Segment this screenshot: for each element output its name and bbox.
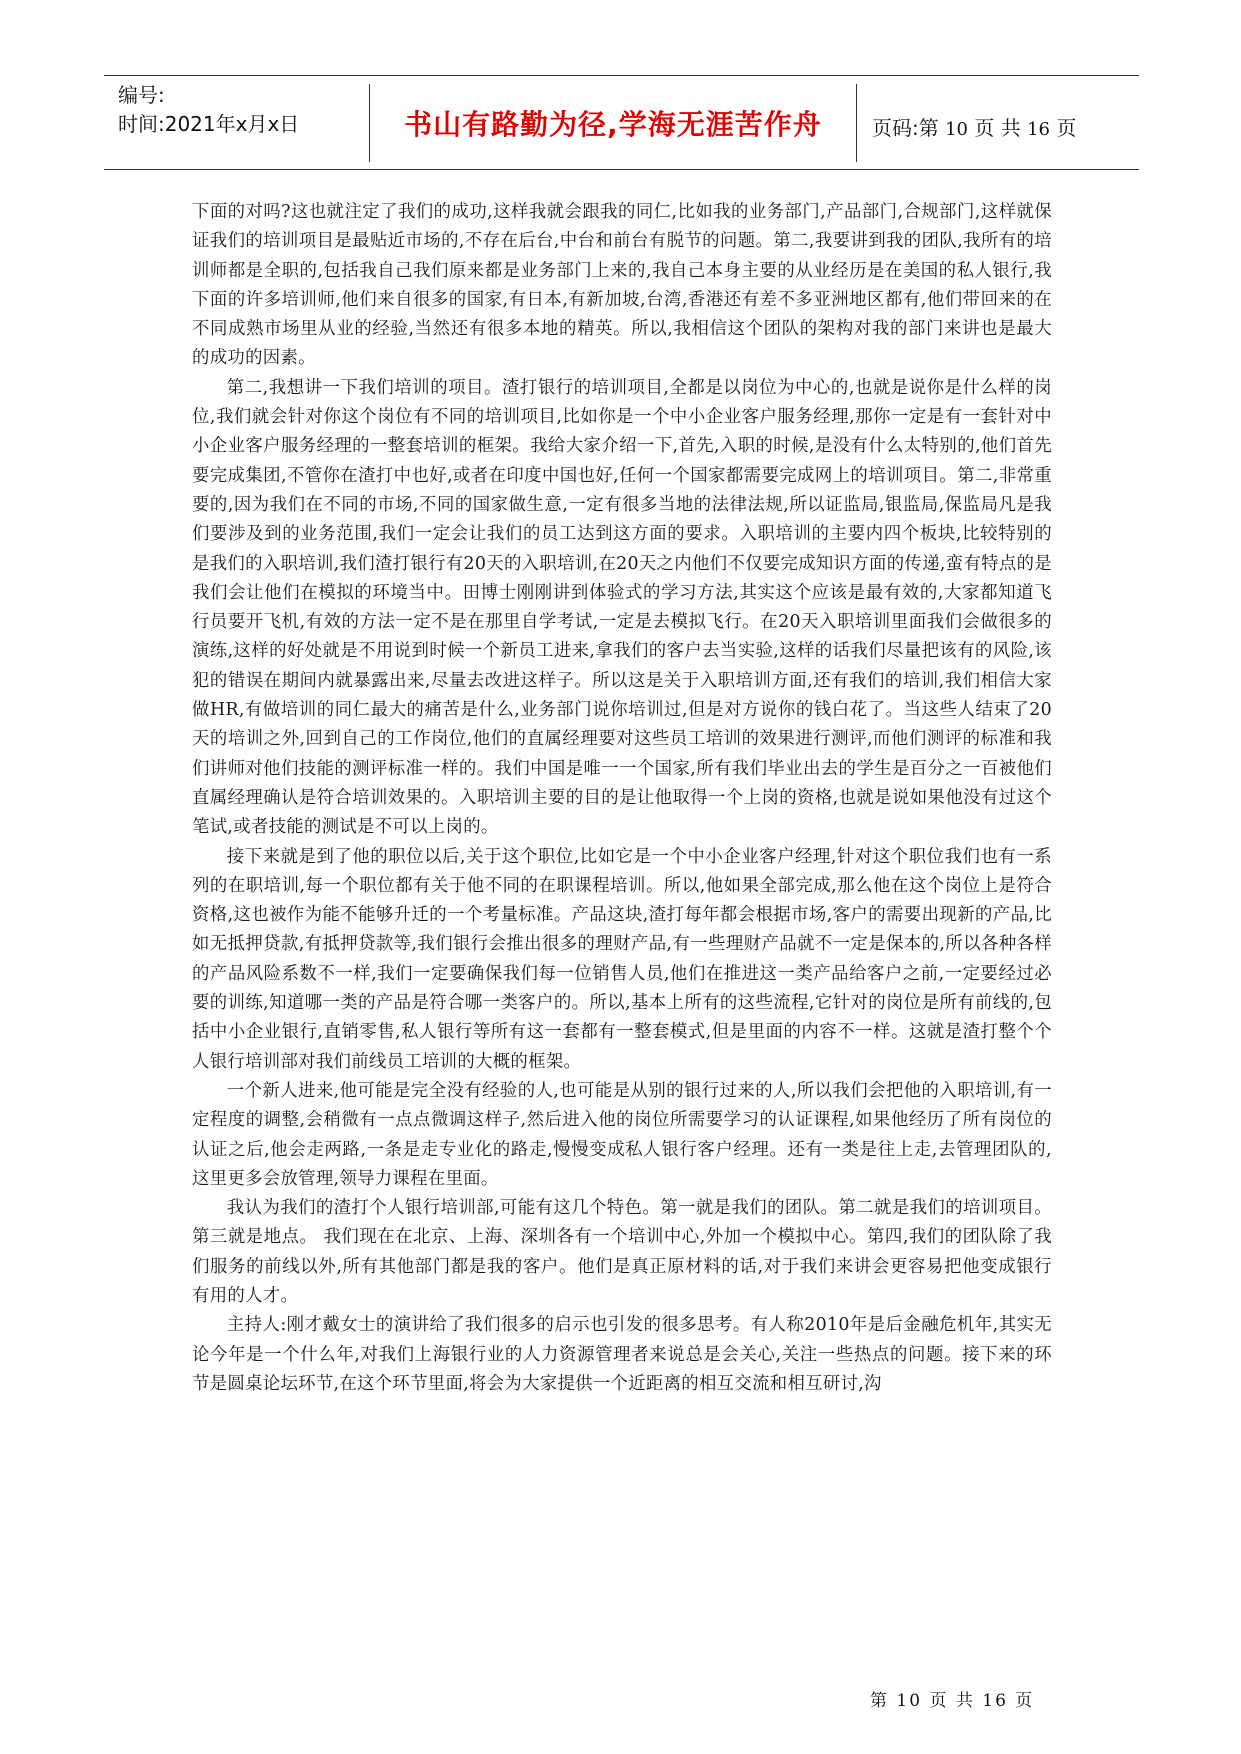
page-header	[104, 75, 1139, 170]
document-time-label: 时间:2021年x月x日	[118, 112, 300, 136]
body-paragraph: 下面的对吗?这也就注定了我们的成功,这样我就会跟我的同仁,比如我的业务部门,产品部门,合规部门,这样就保证我们的培训项目是最贴近市场的,不存在后台,中台和前台有脱节的问题。第二,我要讲到我的团队,我所有的培训师都是全职的,包括我自己我们原来都是业务部门上来的,我自己本身主要的从业经历是在美国的私人银行,我下面的许多培训师,他们来自很多的国家,有日本,有新加坡,台湾,香港还有差不多亚洲地区都有,他们带回来的在不同成熟市场里从业的经验,当然还有很多本地的精英。所以,我相信这个团队的架构对我的部门来讲也是最大的成功的因素。	[192, 202, 1052, 369]
page-number: 10	[945, 119, 969, 140]
body-paragraph: 第二,我想讲一下我们培训的项目。渣打银行的培训项目,全都是以岗位为中心的,也就是说你是什么样的岗位,我们就会针对你这个岗位有不同的培训项目,比如你是一个中小企业客户服务经理,那你一定是有一套针对中小企业客户服务经理的一整套培训的框架。我给大家介绍一下,首先,入职的时候,是没有什么太特别的,他们首先要完成集团,不管你在渣打中也好,或者在印度中国也好,任何一个国家都需要完成网上的培训项目。第二,非常重要的,因为我们在不同的市场,不同的国家做生意,一定有很多当地的法律法规,所以证监局,银监局,保监局凡是我们要涉及到的业务范围,我们一定会让我们的员工达到这方面的要求。入职培训的主要内四个板块,比较特别的是我们的入职培训,我们渣打银行有20天的入职培训,在20天之内他们不仅要完成知识方面的传递,蛮有特点的是我们会让他们在模拟的环境当中。田博士刚刚讲到体验式的学习方法,其实这个应该是最有效的,大家都知道飞行员要开飞机,有效的方法一定不是在那里自学考试,一定是去模拟飞行。在20天入职培训里面我们会做很多的演练,这样的好处就是不用说到时候一个新员工进来,拿我们的客户去当实验,这样的话我们尽量把该有的风险,该犯的错误在期间内就暴露出来,尽量去改进这样子。所以这是关于入职培训方面,还有我们的培训,我们相信大家做HR,有做培训的同仁最大的痛苦是什么,业务部门说你培训过,但是对方说你的钱白花了。当这些人结束了20天的培训之外,回到自己的工作岗位,他们的直属经理要对这些员工培训的效果进行测评,而他们测评的标准和我们讲师对他们技能的测评标准一样的。我们中国是唯一一个国家,所有我们毕业出去的学生是百分之一百被他们直属经理确认是符合培训效果的。入职培训主要的目的是让他取得一个上岗的资格,也就是说如果他没有过这个笔试,或者技能的测试是不可以上岗的。	[192, 377, 1052, 838]
header-page-indicator	[872, 112, 1076, 141]
page-footer: 第 10 页 共 16 页	[870, 1691, 1035, 1711]
page-label: 页码:第	[872, 116, 939, 140]
page-total: 16	[1027, 119, 1050, 140]
page-mid-label: 页 共	[974, 116, 1021, 140]
body-paragraph: 接下来就是到了他的职位以后,关于这个职位,比如它是一个中小企业客户经理,针对这个职位我们也有一系列的在职培训,每一个职位都有关于他不同的在职课程培训。所以,他如果全部完成,那么他在这个岗位上是符合资格,这也被作为能不能够升迁的一个考量标准。产品这块,渣打每年都会根据市场,客户的需要出现新的产品,比如无抵押贷款,有抵押贷款等,我们银行会推出很多的理财产品,有一些理财产品就不一定是保本的,所以各种各样的产品风险系数不一样,我们一定要确保我们每一位销售人员,他们在推进这一类产品给客户之前,一定要经过必要的训练,知道哪一类的产品是符合哪一类客户的。所以,基本上所有的这些流程,它针对的岗位是所有前线的,包括中小企业银行,直销零售,私人银行等所有这一套都有一整套模式,但是里面的内容不一样。这就是渣打整个个人银行培训部对我们前线员工培训的大概的框架。	[192, 846, 1052, 1072]
body-paragraph: 主持人:刚才戴女士的演讲给了我们很多的启示也引发的很多思考。有人称2010年是后金融危机年,其实无论今年是一个什么年,对我们上海银行业的人力资源管理者来说总是会关心,关注一些热点的问题。接下来的环节是圆桌论坛环节,在这个环节里面,将会为大家提供一个近距离的相互交流和相互研讨,沟	[192, 1315, 1052, 1394]
document-body	[192, 198, 1052, 1399]
document-number-label: 编号:	[118, 83, 165, 107]
header-divider	[856, 84, 857, 162]
header-meta	[118, 76, 369, 169]
body-paragraph: 一个新人进来,他可能是完全没有经验的人,也可能是从别的银行过来的人,所以我们会把他的入职培训,有一定程度的调整,会稍微有一点点微调这样子,然后进入他的岗位所需要学习的认证课程,如果他经历了所有岗位的认证之后,他会走两路,一条是走专业化的路走,慢慢变成私人银行客户经理。还有一类是往上走,去管理团队的,这里更多会放管理,领导力课程在里面。	[192, 1080, 1052, 1189]
body-paragraph: 我认为我们的渣打个人银行培训部,可能有这几个特色。第一就是我们的团队。第二就是我们的培训项目。第三就是地点。 我们现在在北京、上海、深圳各有一个培训中心,外加一个模拟中心。第四,我们的团队除了我们服务的前线以外,所有其他部门都是我的客户。他们是真正原材料的话,对于我们来讲会更容易把他变成银行有用的人才。	[192, 1198, 1052, 1306]
page-end-label: 页	[1056, 116, 1077, 140]
header-motto: 书山有路勤为径,学海无涯苦作舟	[404, 108, 822, 141]
